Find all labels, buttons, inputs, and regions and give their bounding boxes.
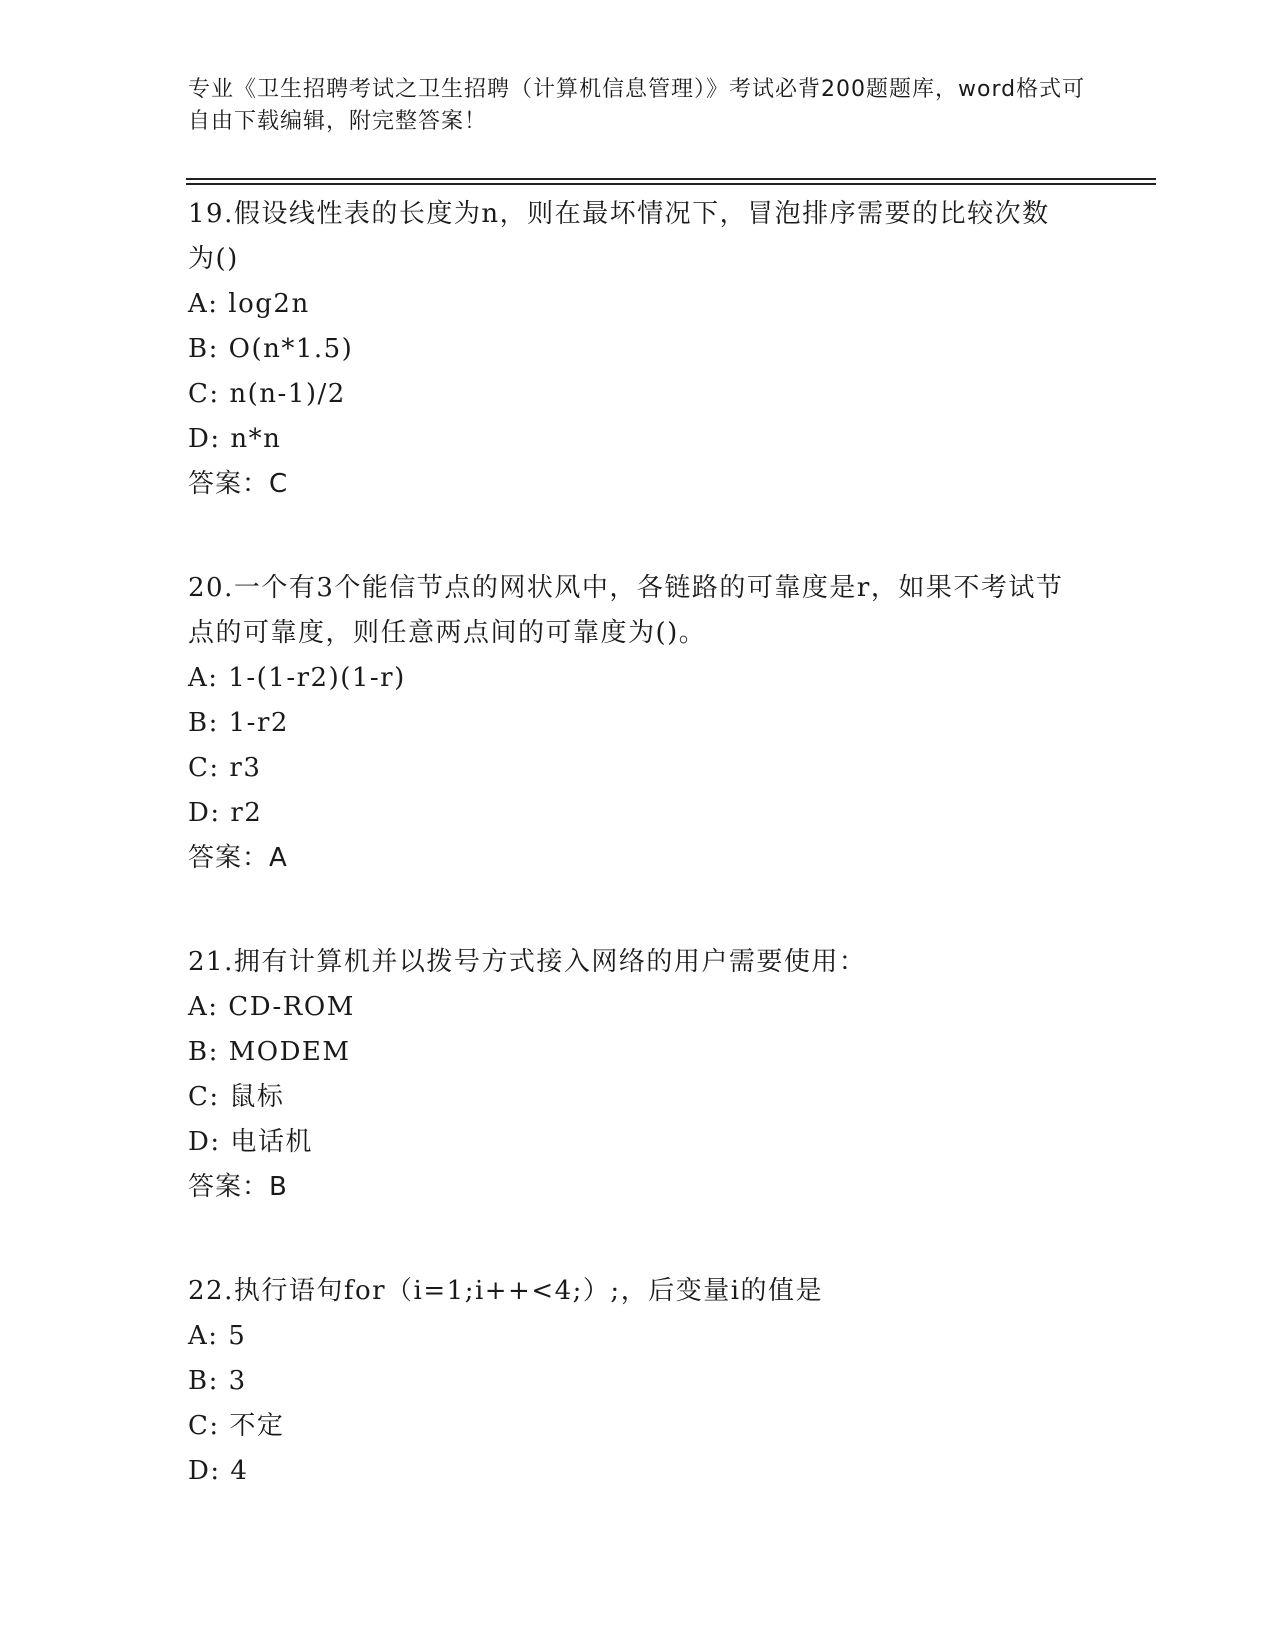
header-divider-bottom [186, 183, 1156, 185]
question-21 [188, 936, 1068, 1209]
option-a: A: 1-(1-r2)(1-r) [188, 663, 406, 693]
answer-line: 答案：C [188, 469, 289, 499]
question-list [188, 188, 1068, 1550]
option-a: A: CD-ROM [188, 992, 355, 1022]
answer-line: 答案：A [188, 843, 288, 873]
option-c: C: r3 [188, 753, 262, 783]
option-d: D: n*n [188, 424, 282, 454]
option-b: B: 3 [188, 1366, 247, 1396]
question-stem: 19.假设线性表的长度为n，则在最坏情况下，冒泡排序需要的比较次数为() [188, 199, 1050, 274]
answer-line: 答案：B [188, 1172, 288, 1202]
question-20 [188, 562, 1068, 880]
header-divider-top [186, 178, 1156, 180]
option-b: B: MODEM [188, 1037, 351, 1067]
option-c: C: n(n-1)/2 [188, 379, 346, 409]
question-stem: 21.拥有计算机并以拨号方式接入网络的用户需要使用： [188, 947, 867, 977]
option-b: B: O(n*1.5) [188, 334, 354, 364]
option-a: A: log2n [188, 289, 310, 319]
document-header: 专业《卫生招聘考试之卫生招聘（计算机信息管理）》考试必背200题题库，word格式可自由下载编辑，附完整答案！ [188, 77, 1086, 134]
option-c: C: 鼠标 [188, 1082, 285, 1112]
question-stem: 20.一个有3个能信节点的网状风中，各链路的可靠度是r，如果不考试节点的可靠度，则任意两点间的可靠度为()。 [188, 573, 1064, 648]
question-stem: 22.执行语句for（i=1;i++<4;）;，后变量i的值是 [188, 1276, 824, 1306]
option-d: D: 电话机 [188, 1127, 313, 1157]
option-b: B: 1-r2 [188, 708, 289, 738]
option-a: A: 5 [188, 1321, 247, 1351]
option-c: C: 不定 [188, 1411, 285, 1441]
option-d: D: 4 [188, 1456, 249, 1486]
option-d: D: r2 [188, 798, 263, 828]
question-19 [188, 188, 1068, 506]
question-22 [188, 1265, 1068, 1494]
